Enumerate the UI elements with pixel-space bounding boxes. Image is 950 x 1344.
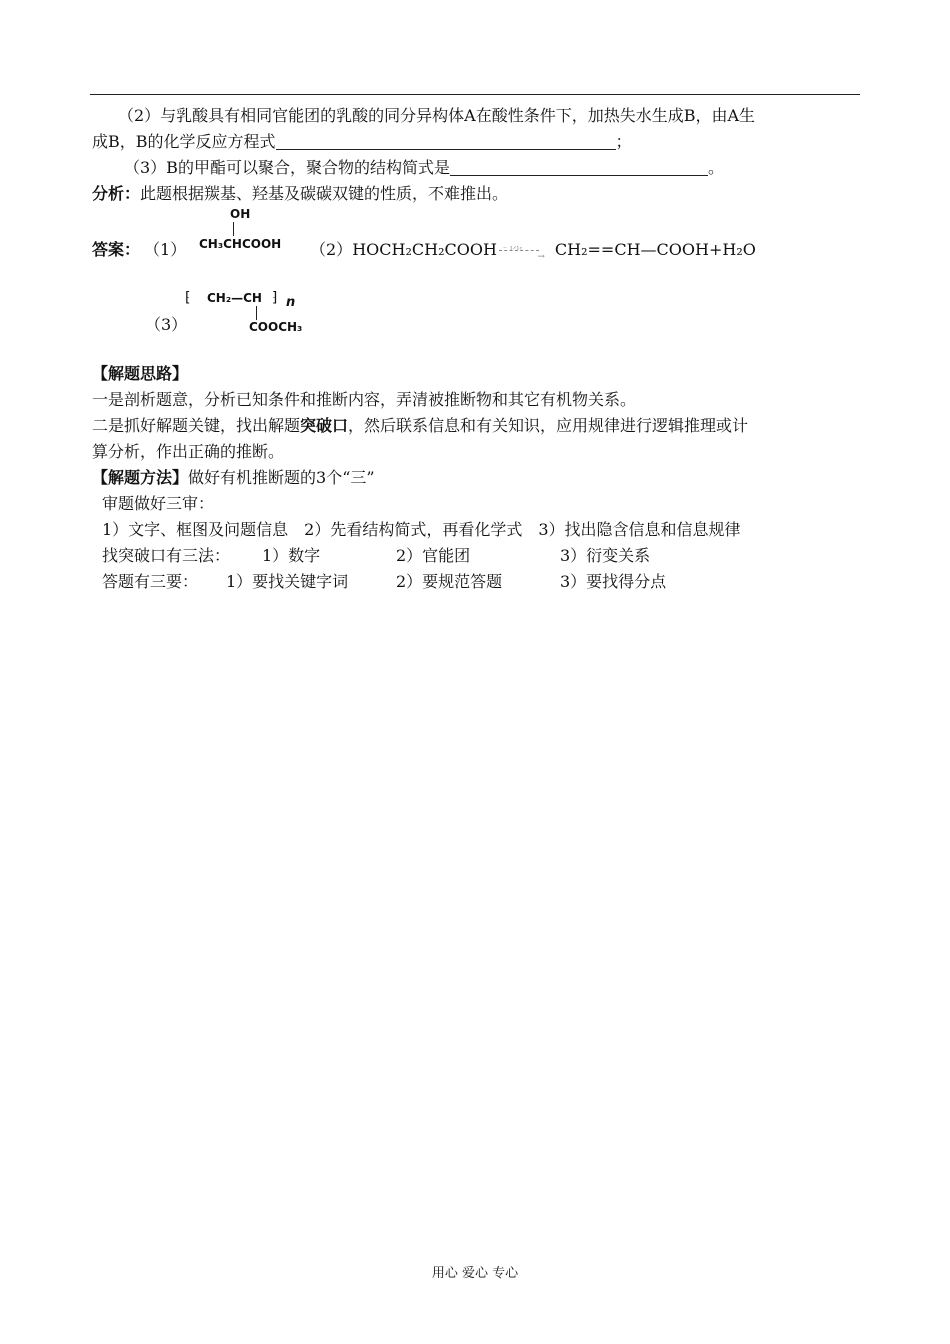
breakthrough-item: 1）数字 <box>262 546 321 565</box>
answer-tip-item: 1）要找关键字词 <box>226 572 349 591</box>
question-2-line-2 <box>92 130 632 154</box>
question-2-line-1: （2）与乳酸具有相同官能团的乳酸的同分异构体A在酸性条件下，加热失水生成B，由A生 <box>118 106 756 125</box>
review-items: 1）文字、框图及问题信息 2）先看结构简式，再看化学式 3）找出隐含信息和信息规律 <box>102 520 741 539</box>
polymer-chain: CH₂—CH <box>207 291 262 305</box>
breakthrough-item: 3）衍变关系 <box>560 546 651 565</box>
bond-line <box>256 306 257 320</box>
answer-tip-item: 3）要找得分点 <box>560 572 667 591</box>
answer-blank[interactable] <box>450 157 708 176</box>
polymer-subscript-n: n <box>286 295 296 310</box>
answer-part-1-label: （1） <box>152 240 187 259</box>
thinking-line-1: 一是剖析题意，分析已知条件和推断内容，弄清被推断物和其它有机物关系。 <box>92 390 637 409</box>
answer-blank[interactable] <box>276 131 616 150</box>
answer-part-2-label: （2） <box>310 240 353 259</box>
breakthrough-label: 找突破口有三法： <box>102 546 231 565</box>
arrow-head: → <box>537 252 545 262</box>
hydroxyl-group: OH <box>230 207 251 221</box>
lactic-acid-formula: CH₃CHCOOH <box>199 237 282 251</box>
header-rule <box>90 94 860 95</box>
answer-tip-item: 2）要规范答题 <box>396 572 503 591</box>
answer-line <box>92 238 186 262</box>
bond-line <box>233 222 234 236</box>
answer-label: 答案： <box>92 240 141 259</box>
ester-group: COOCH₃ <box>249 320 303 334</box>
reactant-formula: HOCH₂CH₂COOH <box>352 240 497 259</box>
reaction-arrow-icon <box>497 242 545 262</box>
question-2-suffix: ； <box>615 132 632 151</box>
thinking-keyword: 突破口 <box>300 416 349 435</box>
product-formula: CH₂==CH—COOH+H₂O <box>554 240 756 259</box>
answer-tips-label: 答题有三要： <box>102 572 199 591</box>
analysis-line <box>92 182 508 206</box>
reaction-condition: ⁻ ¹ᐟ¹ᶜ <box>502 245 523 254</box>
question-2-text: 成B，B的化学反应方程式 <box>92 132 276 151</box>
thinking-text: 二是抓好解题关键，找出解题 <box>92 416 301 435</box>
thinking-line-2 <box>92 414 748 438</box>
question-3-suffix: 。 <box>707 158 724 177</box>
review-title: 审题做好三审： <box>102 494 215 513</box>
answer-part-2 <box>310 238 756 262</box>
page-footer: 用心 爱心 专心 <box>431 1266 519 1281</box>
analysis-label: 分析： <box>92 184 141 203</box>
question-3-line <box>124 156 724 180</box>
thinking-text-rest: ，然后联系信息和有关知识，应用规律进行逻辑推理或计 <box>348 416 749 435</box>
thinking-heading: 【解题思路】 <box>92 364 189 383</box>
method-heading-text: 做好有机推断题的3个“三” <box>188 468 375 487</box>
method-heading-line <box>92 466 375 490</box>
breakthrough-item: 2）官能团 <box>396 546 471 565</box>
thinking-line-3: 算分析，作出正确的推断。 <box>92 442 285 461</box>
analysis-text: 此题根据羰基、羟基及碳碳双键的性质，不难推出。 <box>140 184 509 203</box>
answer-part-3-label: （3） <box>145 315 188 334</box>
question-3-text: （3）B的甲酯可以聚合，聚合物的结构简式是 <box>124 158 450 177</box>
polymer-bracket-left: ⁅ <box>185 290 191 306</box>
method-heading: 【解题方法】 <box>92 468 189 487</box>
polymer-bracket-right: ⁆ <box>272 290 278 306</box>
